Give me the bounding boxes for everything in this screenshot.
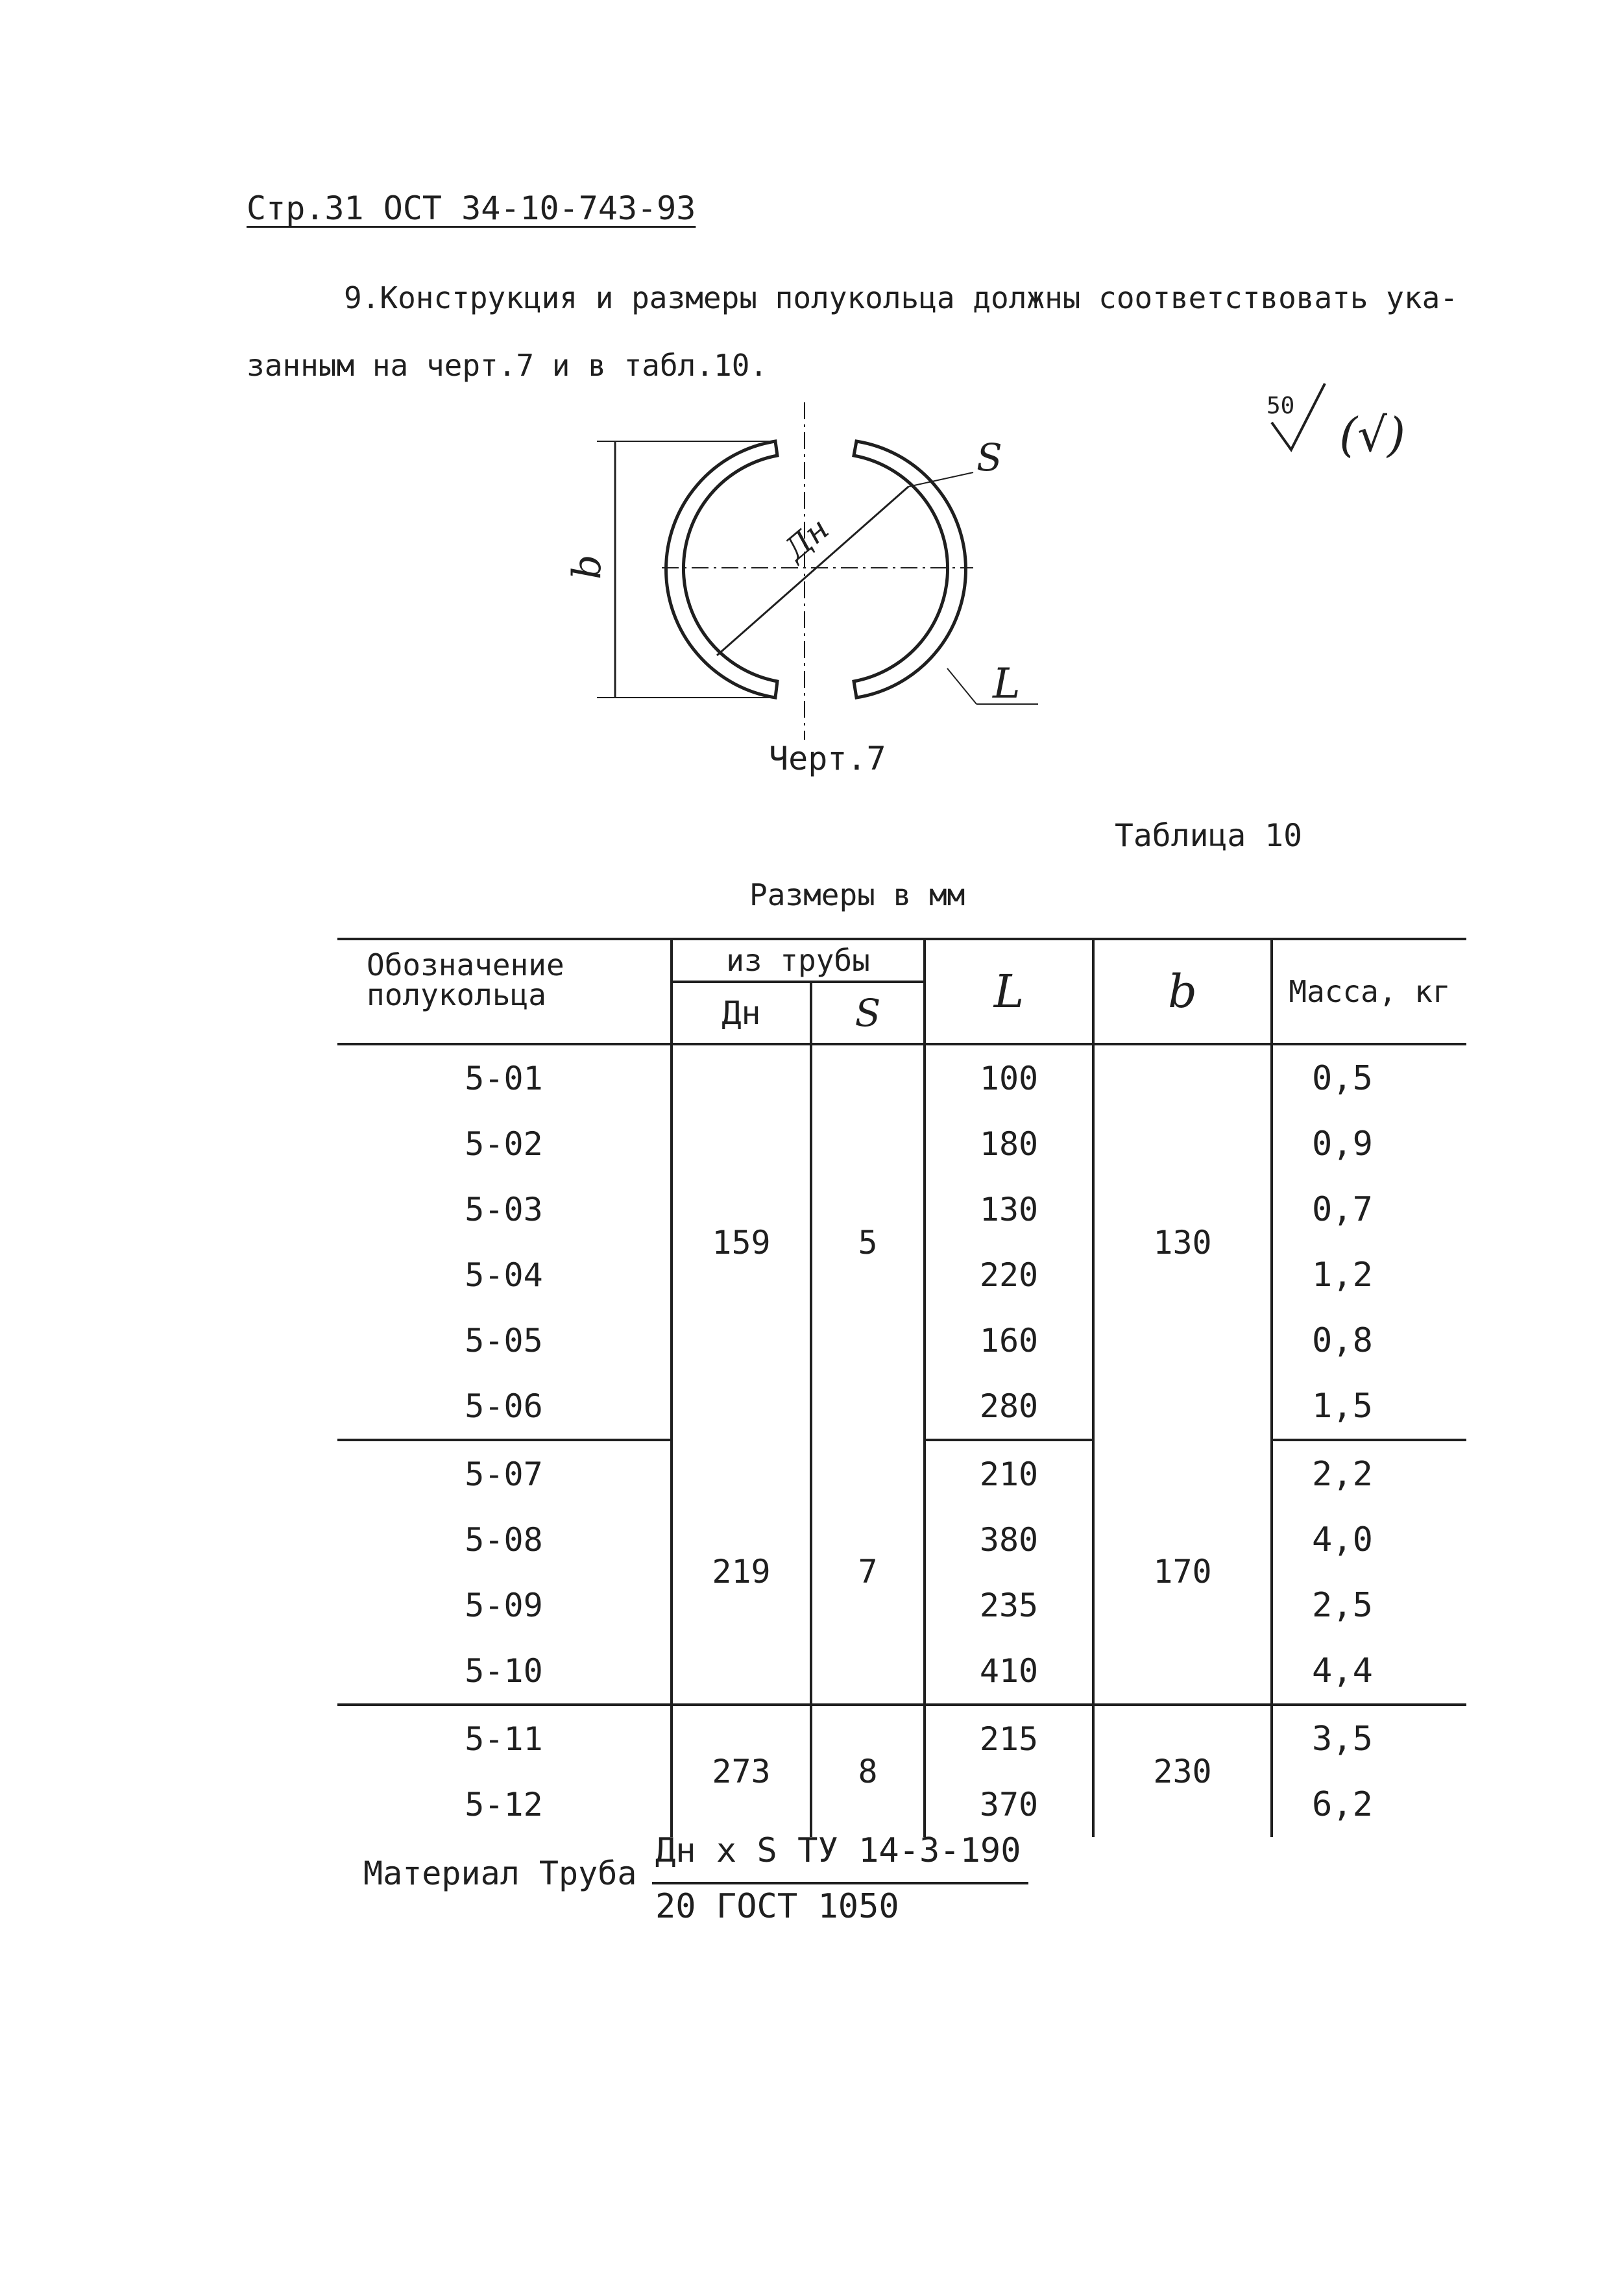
designation-cell: 5-10 (337, 1638, 672, 1705)
l-cell: 410 (925, 1638, 1093, 1705)
table-units: Размеры в мм (749, 877, 965, 912)
length-leader (947, 668, 976, 704)
l-cell: 210 (925, 1440, 1093, 1507)
paragraph-line-1: 9.Конструкция и размеры полукольца должны соответствовать ука- (344, 280, 1459, 315)
roughness-value: 50 (1266, 393, 1295, 419)
s-cell: 5 (811, 1044, 925, 1440)
label-dn: Дн (777, 510, 836, 568)
mass-cell: 0,5 (1272, 1044, 1466, 1111)
mass-cell: 2,5 (1272, 1572, 1466, 1638)
header-designation: Обозначение полукольца (337, 939, 672, 1044)
header-l: L (925, 939, 1093, 1044)
thickness-leader (908, 472, 973, 487)
fraction-line (652, 1882, 1028, 1884)
designation-cell: 5-06 (337, 1373, 672, 1440)
l-cell: 235 (925, 1572, 1093, 1638)
l-cell: 220 (925, 1242, 1093, 1308)
roughness-general: (√) (1339, 408, 1406, 462)
designation-cell: 5-11 (465, 1720, 543, 1758)
l-cell: 130 (925, 1176, 1093, 1242)
dn-cell: 219 (672, 1440, 811, 1705)
designation-cell: 5-05 (465, 1321, 543, 1359)
dn-cell: 159 (672, 1044, 811, 1440)
l-cell: 380 (925, 1507, 1093, 1572)
material-label: Материал Труба (363, 1855, 637, 1892)
label-b: b (564, 554, 610, 579)
header-b: b (1093, 939, 1272, 1044)
designation-cell: 5-09 (465, 1586, 543, 1624)
half-ring-drawing (564, 402, 1064, 740)
page-header: Стр.31 ОСТ 34-10-743-93 (247, 189, 696, 227)
l-cell: 180 (925, 1111, 1093, 1176)
b-cell: 230 (1093, 1705, 1272, 1837)
designation-cell: 5-07 (465, 1455, 543, 1493)
l-cell: 215 (925, 1705, 1093, 1772)
mass-cell: 4,0 (1272, 1507, 1466, 1572)
mass-cell: 2,2 (1272, 1440, 1466, 1507)
table-row (337, 1440, 1466, 1507)
mass-cell: 0,7 (1272, 1176, 1466, 1242)
mass-cell: 6,2 (1272, 1772, 1466, 1837)
s-cell: 8 (811, 1705, 925, 1837)
designation-cell: 5-12 (465, 1785, 543, 1823)
header-mass: Масса, кг (1272, 939, 1466, 1044)
mass-cell: 1,2 (1272, 1242, 1466, 1308)
table-row (337, 1705, 1466, 1772)
b-cell: 170 (1093, 1440, 1272, 1705)
dimensions-table (337, 938, 1466, 1837)
designation-cell: 5-01 (465, 1059, 543, 1097)
mass-cell: 0,8 (1272, 1308, 1466, 1373)
material-denominator: 20 ГОСТ 1050 (655, 1887, 899, 1926)
header-s: S (811, 982, 925, 1044)
designation-cell: 5-04 (465, 1256, 543, 1294)
designation-cell: 5-02 (465, 1125, 543, 1163)
label-s: S (976, 435, 1002, 480)
header-dn: Дн (672, 982, 811, 1044)
paragraph-line-2: занным на черт.7 и в табл.10. (247, 348, 768, 383)
l-cell: 160 (925, 1308, 1093, 1373)
table-row (337, 1044, 1466, 1111)
dn-cell: 273 (672, 1705, 811, 1837)
mass-cell: 0,9 (1272, 1111, 1466, 1176)
l-cell: 280 (925, 1373, 1093, 1440)
table-title: Таблица 10 (1115, 818, 1302, 854)
figure-caption: Черт.7 (769, 740, 886, 777)
mass-cell: 1,5 (1272, 1373, 1466, 1440)
mass-cell: 3,5 (1272, 1705, 1466, 1772)
material-numerator: Дн х S ТУ 14-3-190 (655, 1831, 1021, 1870)
right-half-ring (854, 441, 965, 698)
roughness-symbol (1266, 380, 1461, 470)
b-cell: 130 (1093, 1044, 1272, 1440)
l-cell: 370 (925, 1772, 1093, 1837)
header-pipe: из трубы (672, 939, 925, 982)
s-cell: 7 (811, 1440, 925, 1705)
left-half-ring (666, 441, 777, 698)
label-l: L (993, 660, 1021, 708)
mass-cell: 4,4 (1272, 1638, 1466, 1705)
designation-cell: 5-08 (465, 1520, 543, 1559)
designation-cell: 5-03 (465, 1190, 543, 1228)
l-cell: 100 (925, 1044, 1093, 1111)
